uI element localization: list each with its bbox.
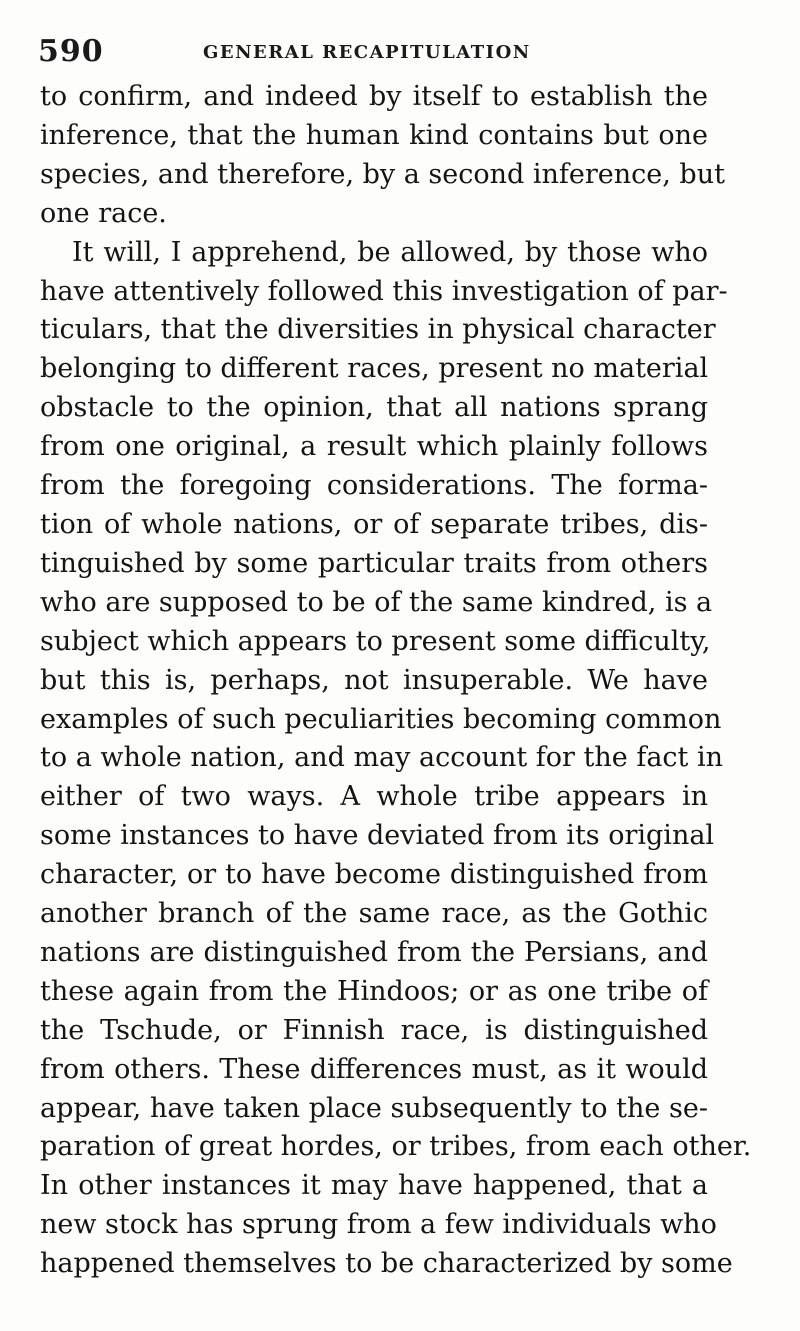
paragraph-2 — [40, 234, 752, 1284]
page-header — [38, 34, 718, 74]
text-line: ticulars, that the diversities in physical character — [40, 314, 716, 346]
text-line: obstacle to the opinion, that all nations sprang — [40, 392, 708, 424]
text-line: another branch of the same race, as the Gothic — [40, 898, 708, 930]
text-line: either of two ways. A whole tribe appears in — [40, 781, 708, 813]
text-line: tion of whole nations, or of separate tribes, dis- — [40, 508, 708, 540]
text-line: from one original, a result which plainly follows — [40, 431, 708, 463]
paragraph-1 — [40, 78, 725, 234]
text-line: species, and therefore, by a second inference, but — [40, 158, 725, 190]
text-line: the Tschude, or Finnish race, is distinguished — [40, 1014, 708, 1046]
text-line: new stock has sprung from a few individuals who — [40, 1209, 717, 1241]
text-line: appear, have taken place subsequently to the se- — [40, 1092, 708, 1124]
text-line: who are supposed to be of the same kindred, is a — [40, 586, 713, 618]
page-number: 590 — [38, 34, 104, 69]
text-line: but this is, perhaps, not insuperable. We have — [40, 664, 708, 696]
body-text — [40, 78, 752, 1284]
running-head: GENERAL RECAPITULATION — [203, 42, 531, 63]
text-line: belonging to different races, present no material — [40, 353, 709, 385]
text-line: these again from the Hindoos; or as one tribe of — [40, 975, 708, 1007]
text-line: from the foregoing considerations. The forma- — [40, 470, 708, 502]
text-line: examples of such peculiarities becoming common — [40, 703, 722, 735]
text-line: tinguished by some particular traits from others — [40, 547, 708, 579]
text-line: happened themselves to be characterized by some — [40, 1248, 733, 1280]
text-line: to a whole nation, and may account for the fact in — [40, 742, 724, 774]
text-line: In other instances it may have happened, that a — [40, 1170, 708, 1202]
text-line: character, or to have become distinguished from — [40, 859, 708, 891]
text-line: It will, I apprehend, be allowed, by those who — [72, 236, 708, 268]
text-line: some instances to have deviated from its original — [40, 820, 715, 852]
text-line: inference, that the human kind contains but one — [40, 119, 708, 151]
text-line: nations are distinguished from the Persians, and — [40, 936, 708, 968]
text-line: paration of great hordes, or tribes, from each other. — [40, 1131, 752, 1163]
text-line: to confirm, and indeed by itself to establish the — [40, 81, 708, 112]
text-line: subject which appears to present some difficulty, — [40, 625, 711, 657]
text-line: one race. — [40, 197, 167, 229]
text-line: have attentively followed this investigation of par- — [40, 275, 728, 307]
text-line: from others. These differences must, as it would — [40, 1053, 708, 1085]
